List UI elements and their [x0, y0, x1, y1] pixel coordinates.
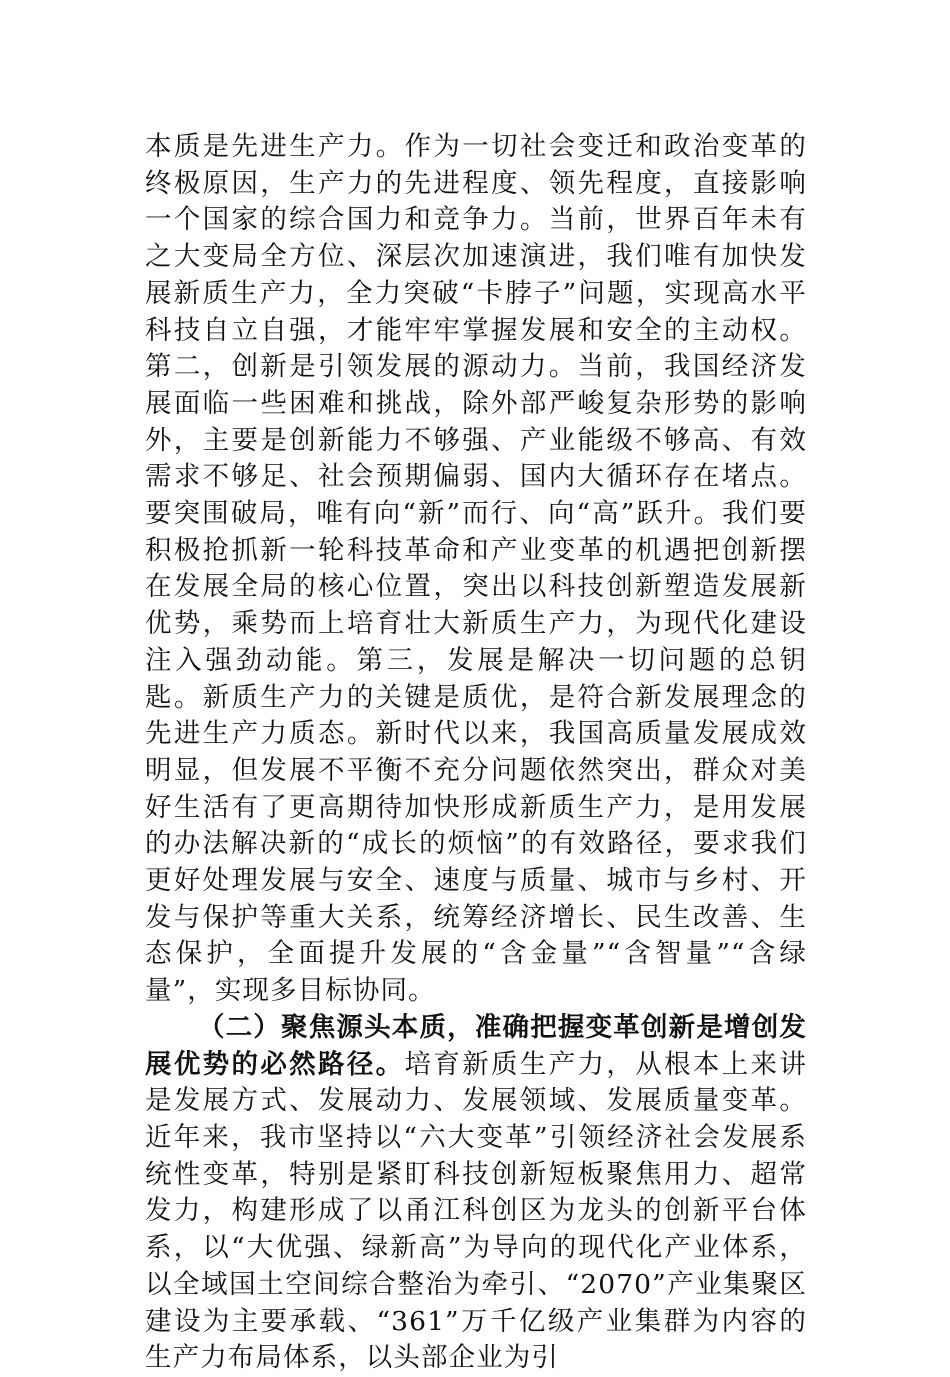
section-heading: （二）聚焦源头本质，准确把握变革创新是增创发展优势的必然路径。 [145, 1011, 807, 1080]
paragraph-2-body: 培育新质生产力，从根本上来讲是发展方式、发展动力、发展领域、发展质量变革。近年来，我市坚持以“六大变革”引领经济社会发展系统性变革，特别是紧盯科技创新短板聚焦用力、超常发力，构建形成了以甬江科创区为龙头的创新平台体系，以“大优强、绿新高”为导向的现代化产业体系，以全域国土空间综合整治为牵引、“2070”产业集聚区建设为主要承载、“361”万千亿级产业集群为内容的生产力布局体系，以头部企业为引 [145, 1048, 807, 1374]
paragraph-2 [145, 1010, 807, 1377]
document-page [145, 129, 807, 1377]
paragraph-1: 本质是先进生产力。作为一切社会变迁和政治变革的终极原因，生产力的先进程度、领先程度，直接影响一个国家的综合国力和竞争力。当前，世界百年未有之大变局全方位、深层次加速演进，我们唯有加快发展新质生产力，全力突破“卡脖子”问题，实现高水平科技自立自强，才能牢牢掌握发展和安全的主动权。第二，创新是引领发展的源动力。当前，我国经济发展面临一些困难和挑战，除外部严峻复杂形势的影响外，主要是创新能力不够强、产业能级不够高、有效需求不够足、社会预期偏弱、国内大循环存在堵点。要突围破局，唯有向“新”而行、向“高”跃升。我们要积极抢抓新一轮科技革命和产业变革的机遇把创新摆在发展全局的核心位置，突出以科技创新塑造发展新优势，乘势而上培育壮大新质生产力，为现代化建设注入强劲动能。第三，发展是解决一切问题的总钥匙。新质生产力的关键是质优，是符合新发展理念的先进生产力质态。新时代以来，我国高质量发展成效明显，但发展不平衡不充分问题依然突出，群众对美好生活有了更高期待加快形成新质生产力，是用发展的办法解决新的“成长的烦恼”的有效路径，要求我们更好处理发展与安全、速度与质量、城市与乡村、开发与保护等重大关系，统筹经济增长、民生改善、生态保护，全面提升发展的“含金量”“含智量”“含绿量”，实现多目标协同。 [145, 131, 807, 1007]
